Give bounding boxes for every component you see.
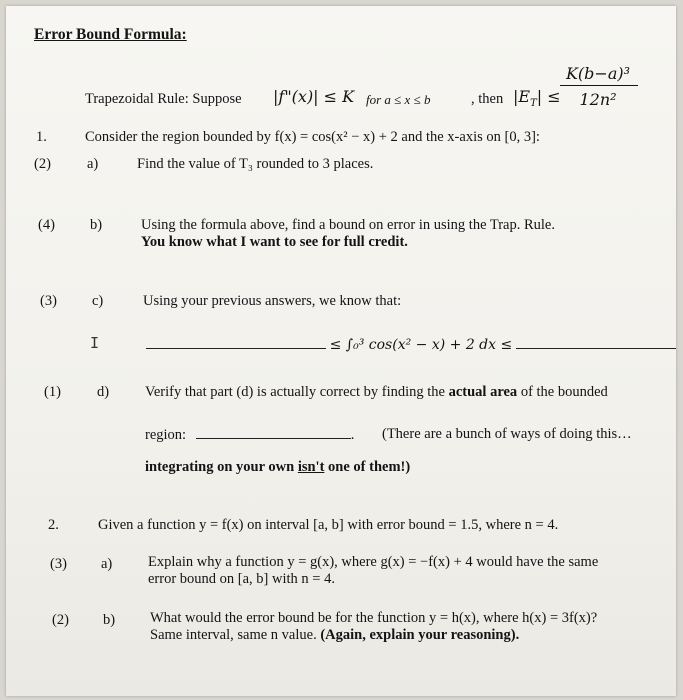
q2b-text-line2: Same interval, same n value. (Again, explain your reasoning).	[150, 627, 520, 643]
q2a-text-line1: Explain why a function y = g(x), where g(x) = −f(x) + 4 would have the same	[148, 554, 599, 570]
q1-statement: Consider the region bounded by f(x) = cos(x² − x) + 2 and the x-axis on [0, 3]:	[85, 129, 540, 145]
q1d-note: (There are a bunch of ways of doing this…	[382, 426, 632, 442]
text-cursor-icon: I	[90, 334, 100, 352]
formula-error-lhs: $|E_T|$ ≤	[513, 87, 561, 110]
formula-then: , then	[471, 91, 504, 107]
q1d-letter: d)	[97, 384, 110, 400]
q2b-letter: b)	[103, 612, 116, 628]
q1d-points: (1)	[44, 384, 61, 400]
worksheet-page	[6, 6, 676, 696]
formula-numerator: K(b−a)³	[565, 64, 631, 83]
upper-bound-blank[interactable]	[516, 336, 676, 349]
q2-number: 2.	[48, 517, 59, 533]
formula-condition: |f"(x)| ≤ K	[273, 87, 355, 106]
q1b-emphasis: You know what I want to see for full credit.	[141, 234, 408, 250]
q2a-text-line2: error bound on [a, b] with n = 4.	[148, 571, 335, 587]
q2a-points: (3)	[50, 556, 67, 572]
q1a-letter: a)	[87, 156, 99, 172]
area-answer-blank[interactable]	[196, 426, 351, 439]
q1d-note-line2: integrating on your own isn't one of them!)	[145, 459, 411, 475]
lower-bound-blank[interactable]	[146, 336, 326, 349]
q1c-letter: c)	[92, 293, 104, 309]
q1d-region-line: region: .	[145, 427, 355, 443]
formula-intro: Trapezoidal Rule: Suppose	[85, 91, 242, 107]
q2b-text-line1: What would the error bound be for the function y = h(x), where h(x) = 3f(x)?	[150, 610, 598, 626]
formula-range: for a ≤ x ≤ b	[366, 92, 431, 107]
q1c-inequality-row	[146, 336, 676, 354]
page-heading: Error Bound Formula:	[34, 26, 187, 43]
q2-statement: Given a function y = f(x) on interval [a, b] with error bound = 1.5, where n = 4.	[98, 517, 559, 533]
q1c-points: (3)	[40, 293, 57, 309]
integral-expression: ≤ ∫₀³ cos(x² − x) + 2 dx ≤	[329, 337, 513, 353]
q1c-text: Using your previous answers, we know that:	[143, 293, 402, 309]
q1d-text-line1: Verify that part (d) is actually correct by finding the actual area of the bounded	[145, 384, 608, 400]
q1b-letter: b)	[90, 217, 103, 233]
q1b-text: Using the formula above, find a bound on error in using the Trap. Rule.	[141, 217, 555, 233]
q1b-points: (4)	[38, 217, 55, 233]
q1a-points: (2)	[34, 156, 51, 172]
formula-fraction-bar	[560, 85, 638, 86]
q1a-text: Find the value of T₃ rounded to 3 places.	[137, 156, 374, 172]
formula-denominator: 12n²	[579, 90, 617, 109]
q1-number: 1.	[36, 129, 47, 145]
q2a-letter: a)	[101, 556, 113, 572]
q2b-points: (2)	[52, 612, 69, 628]
